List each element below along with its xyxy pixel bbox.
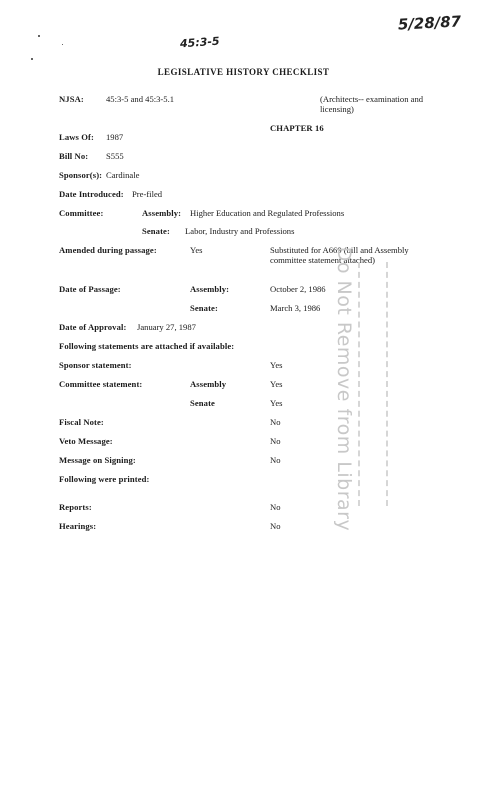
message-on-signing-value: No — [270, 455, 281, 465]
amended-label: Amended during passage: — [59, 245, 157, 255]
following-printed-heading: Following were printed: — [59, 474, 150, 484]
date-introduced-value: Pre-filed — [132, 189, 163, 199]
sponsors-value: Cardinale — [106, 170, 140, 180]
njsa-value: 45:3-5 and 45:3-5.1 — [106, 94, 175, 104]
laws-of-value: 1987 — [106, 132, 124, 142]
committee-label: Committee: — [59, 208, 104, 218]
sponsors-label: Sponsor(s): — [59, 170, 103, 180]
reports-label: Reports: — [59, 502, 92, 512]
reports-value: No — [270, 502, 281, 512]
committee-senate-value: Labor, Industry and Professions — [185, 226, 295, 236]
sponsor-statement-value: Yes — [270, 360, 283, 370]
committee-statement-senate-label: Senate — [190, 398, 215, 408]
library-stamp-text: Do Not Remove from Library — [333, 246, 355, 532]
handwritten-date: 5/28/87 — [397, 12, 462, 34]
laws-of-label: Laws Of: — [59, 132, 94, 142]
passage-assembly-value: October 2, 1986 — [270, 284, 326, 294]
veto-message-label: Veto Message: — [59, 436, 113, 446]
amended-value: Yes — [190, 245, 203, 255]
chapter-label: CHAPTER 16 — [270, 123, 324, 133]
hearings-value: No — [270, 521, 281, 531]
library-stamp — [312, 246, 376, 532]
date-of-approval-value: January 27, 1987 — [137, 322, 196, 332]
njsa-label: NJSA: — [59, 94, 84, 104]
date-introduced-label: Date Introduced: — [59, 189, 124, 199]
committee-statement-label: Committee statement: — [59, 379, 143, 389]
passage-senate-value: March 3, 1986 — [270, 303, 321, 313]
bill-no-label: Bill No: — [59, 151, 89, 161]
bill-no-value: S555 — [106, 151, 124, 161]
committee-statement-assembly-label: Assembly — [190, 379, 227, 389]
scan-speck — [62, 44, 63, 45]
scan-speck — [38, 35, 40, 37]
date-of-passage-label: Date of Passage: — [59, 284, 121, 294]
committee-assembly-label: Assembly: — [142, 208, 182, 218]
hearings-label: Hearings: — [59, 521, 97, 531]
following-statements-heading: Following statements are attached if available: — [59, 341, 235, 351]
committee-statement-senate-value: Yes — [270, 398, 283, 408]
veto-message-value: No — [270, 436, 281, 446]
committee-statement-assembly-value: Yes — [270, 379, 283, 389]
fiscal-note-value: No — [270, 417, 281, 427]
message-on-signing-label: Message on Signing: — [59, 455, 136, 465]
passage-assembly-label: Assembly: — [190, 284, 230, 294]
amended-note: Substituted for A669 (bill and Assembly committee statement attached) — [270, 245, 409, 265]
page-title: LEGISLATIVE HISTORY CHECKLIST — [157, 67, 330, 77]
sponsor-statement-label: Sponsor statement: — [59, 360, 132, 370]
passage-senate-label: Senate: — [190, 303, 218, 313]
scan-speck — [31, 58, 33, 60]
handwritten-statute: 45:3-5 — [179, 34, 220, 51]
committee-assembly-value: Higher Education and Regulated Professions — [190, 208, 345, 218]
fiscal-note-label: Fiscal Note: — [59, 417, 104, 427]
njsa-note: (Architects-- examination and licensing) — [320, 94, 424, 114]
date-of-approval-label: Date of Approval: — [59, 322, 127, 332]
committee-senate-label: Senate: — [142, 226, 170, 236]
